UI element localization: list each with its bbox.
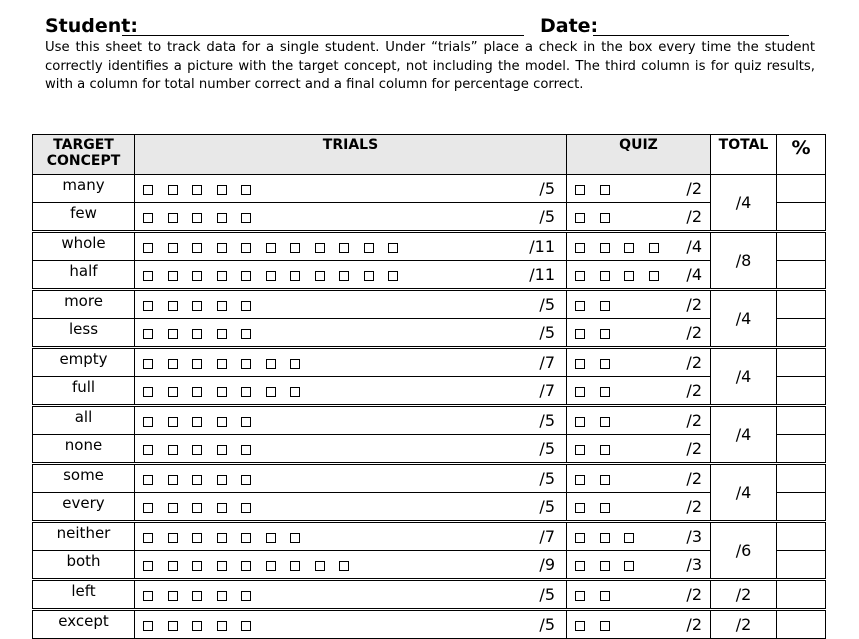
trial-checkbox[interactable] (168, 591, 178, 601)
trials-cell (135, 406, 567, 435)
trial-checkbox[interactable] (143, 387, 153, 397)
trial-checkbox[interactable] (217, 359, 227, 369)
trials-cell (135, 464, 567, 493)
trials-cell (135, 522, 567, 551)
trial-checkbox[interactable] (241, 185, 251, 195)
header-total: TOTAL (711, 135, 777, 175)
trial-checkbox[interactable] (143, 561, 153, 571)
trial-checkbox[interactable] (168, 359, 178, 369)
percent-cell[interactable] (777, 203, 826, 232)
trial-checkbox[interactable] (217, 561, 227, 571)
quiz-checkbox[interactable] (600, 387, 610, 397)
trial-checkbox[interactable] (266, 271, 276, 281)
table-row (33, 261, 826, 290)
quiz-checkbox[interactable] (600, 301, 610, 311)
trial-checkbox[interactable] (143, 185, 153, 195)
trials-cell (135, 261, 567, 290)
trial-checkbox[interactable] (388, 271, 398, 281)
quiz-cell (567, 610, 711, 639)
table-row (33, 610, 826, 639)
trials-denominator: /11 (529, 237, 555, 256)
trials-cell (135, 319, 567, 348)
quiz-cell (567, 203, 711, 232)
quiz-cell (567, 406, 711, 435)
total-cell[interactable]: /4 (711, 348, 777, 406)
table-row (33, 377, 826, 406)
trial-checkbox[interactable] (364, 243, 374, 253)
trials-cell (135, 377, 567, 406)
quiz-checkbox[interactable] (575, 243, 585, 253)
trial-checkbox[interactable] (143, 445, 153, 455)
header-percent: % (777, 135, 826, 175)
table-row (33, 319, 826, 348)
trial-checkbox[interactable] (290, 561, 300, 571)
quiz-checkbox[interactable] (575, 213, 585, 223)
quiz-checkbox[interactable] (575, 475, 585, 485)
table-row (33, 290, 826, 319)
concept-cell: many (33, 175, 135, 203)
trial-checkbox[interactable] (168, 533, 178, 543)
trial-checkbox[interactable] (241, 591, 251, 601)
trials-cell (135, 435, 567, 464)
trials-denominator: /5 (539, 295, 555, 314)
quiz-checkbox[interactable] (600, 359, 610, 369)
quiz-cell (567, 464, 711, 493)
quiz-checkbox[interactable] (575, 301, 585, 311)
trial-checkbox[interactable] (241, 213, 251, 223)
quiz-checkbox[interactable] (575, 271, 585, 281)
total-cell[interactable]: /4 (711, 175, 777, 232)
trial-checkbox[interactable] (217, 445, 227, 455)
quiz-cell (567, 348, 711, 377)
quiz-checkbox[interactable] (600, 475, 610, 485)
trial-checkbox[interactable] (143, 359, 153, 369)
quiz-checkbox[interactable] (600, 445, 610, 455)
quiz-denominator: /2 (686, 179, 702, 198)
percent-cell[interactable] (777, 406, 826, 435)
quiz-checkbox[interactable] (600, 561, 610, 571)
date-label: Date: (540, 15, 599, 37)
trial-checkbox[interactable] (168, 417, 178, 427)
quiz-checkbox[interactable] (649, 271, 659, 281)
quiz-checkbox[interactable] (624, 271, 634, 281)
trial-checkbox[interactable] (217, 591, 227, 601)
trial-checkbox[interactable] (315, 561, 325, 571)
quiz-denominator: /3 (686, 527, 702, 546)
trials-cell (135, 348, 567, 377)
concept-cell: left (33, 580, 135, 610)
trial-checkbox[interactable] (168, 329, 178, 339)
trial-checkbox[interactable] (217, 329, 227, 339)
trial-checkbox[interactable] (241, 329, 251, 339)
quiz-checkbox[interactable] (600, 621, 610, 631)
quiz-denominator: /4 (686, 237, 702, 256)
quiz-cell (567, 435, 711, 464)
trials-cell (135, 610, 567, 639)
total-cell[interactable]: /4 (711, 290, 777, 348)
quiz-checkbox[interactable] (575, 359, 585, 369)
trials-denominator: /11 (529, 265, 555, 284)
quiz-denominator: /3 (686, 555, 702, 574)
quiz-denominator: /2 (686, 439, 702, 458)
trial-checkbox[interactable] (217, 301, 227, 311)
trial-checkbox[interactable] (217, 621, 227, 631)
trial-checkbox[interactable] (192, 475, 202, 485)
trial-checkbox[interactable] (266, 533, 276, 543)
trial-checkbox[interactable] (143, 417, 153, 427)
trials-denominator: /5 (539, 439, 555, 458)
trial-checkbox[interactable] (217, 533, 227, 543)
trials-cell (135, 175, 567, 203)
trial-checkbox[interactable] (241, 445, 251, 455)
quiz-checkbox[interactable] (624, 243, 634, 253)
table-row (33, 551, 826, 580)
percent-cell[interactable] (777, 493, 826, 522)
trial-checkbox[interactable] (217, 503, 227, 513)
total-cell[interactable]: /2 (711, 610, 777, 639)
trial-checkbox[interactable] (217, 213, 227, 223)
table-row (33, 175, 826, 203)
trials-denominator: /7 (539, 527, 555, 546)
quiz-denominator: /2 (686, 323, 702, 342)
trial-checkbox[interactable] (143, 621, 153, 631)
trial-checkbox[interactable] (241, 417, 251, 427)
trial-checkbox[interactable] (315, 243, 325, 253)
quiz-cell (567, 319, 711, 348)
trial-checkbox[interactable] (339, 243, 349, 253)
trial-checkbox[interactable] (192, 387, 202, 397)
concept-cell: full (33, 377, 135, 406)
table-row (33, 464, 826, 493)
trial-checkbox[interactable] (143, 591, 153, 601)
trials-denominator: /5 (539, 179, 555, 198)
header-target-concept: TARGET CONCEPT (33, 135, 135, 175)
trial-checkbox[interactable] (168, 561, 178, 571)
trial-checkbox[interactable] (241, 475, 251, 485)
trial-checkbox[interactable] (217, 417, 227, 427)
trial-checkbox[interactable] (143, 243, 153, 253)
quiz-checkbox[interactable] (600, 417, 610, 427)
trial-checkbox[interactable] (217, 475, 227, 485)
trial-checkbox[interactable] (315, 271, 325, 281)
table-row (33, 435, 826, 464)
trial-checkbox[interactable] (192, 417, 202, 427)
quiz-checkbox[interactable] (600, 271, 610, 281)
trials-cell (135, 232, 567, 261)
trial-checkbox[interactable] (143, 533, 153, 543)
quiz-checkbox[interactable] (600, 243, 610, 253)
student-label: Student: (45, 15, 138, 37)
quiz-checkbox[interactable] (575, 503, 585, 513)
percent-cell[interactable] (777, 580, 826, 610)
trial-checkbox[interactable] (388, 243, 398, 253)
quiz-checkbox[interactable] (575, 185, 585, 195)
quiz-denominator: /2 (686, 585, 702, 604)
trials-denominator: /9 (539, 555, 555, 574)
trial-checkbox[interactable] (192, 271, 202, 281)
trial-checkbox[interactable] (241, 359, 251, 369)
header-quiz: QUIZ (567, 135, 711, 175)
quiz-checkbox[interactable] (575, 329, 585, 339)
quiz-denominator: /2 (686, 207, 702, 226)
quiz-checkbox[interactable] (600, 329, 610, 339)
quiz-checkbox[interactable] (600, 533, 610, 543)
percent-cell[interactable] (777, 175, 826, 203)
trial-checkbox[interactable] (143, 329, 153, 339)
trial-checkbox[interactable] (143, 475, 153, 485)
quiz-denominator: /2 (686, 497, 702, 516)
trial-checkbox[interactable] (241, 301, 251, 311)
quiz-checkbox[interactable] (624, 561, 634, 571)
trial-checkbox[interactable] (290, 533, 300, 543)
percent-cell[interactable] (777, 551, 826, 580)
trial-checkbox[interactable] (266, 387, 276, 397)
total-cell[interactable]: /4 (711, 406, 777, 464)
quiz-checkbox[interactable] (575, 533, 585, 543)
total-cell[interactable]: /2 (711, 580, 777, 610)
concept-cell: none (33, 435, 135, 464)
trial-checkbox[interactable] (143, 213, 153, 223)
trials-denominator: /7 (539, 353, 555, 372)
quiz-checkbox[interactable] (575, 621, 585, 631)
trial-checkbox[interactable] (339, 561, 349, 571)
concept-cell: both (33, 551, 135, 580)
trial-checkbox[interactable] (339, 271, 349, 281)
trial-checkbox[interactable] (266, 561, 276, 571)
quiz-denominator: /2 (686, 411, 702, 430)
trial-checkbox[interactable] (168, 185, 178, 195)
quiz-denominator: /2 (686, 615, 702, 634)
tracking-table (32, 134, 826, 639)
trial-checkbox[interactable] (241, 243, 251, 253)
concept-cell: every (33, 493, 135, 522)
trial-checkbox[interactable] (192, 591, 202, 601)
trial-checkbox[interactable] (192, 533, 202, 543)
trial-checkbox[interactable] (168, 475, 178, 485)
concept-cell: all (33, 406, 135, 435)
trial-checkbox[interactable] (192, 329, 202, 339)
quiz-denominator: /2 (686, 295, 702, 314)
trial-checkbox[interactable] (143, 301, 153, 311)
trial-checkbox[interactable] (192, 503, 202, 513)
trials-denominator: /5 (539, 585, 555, 604)
trial-checkbox[interactable] (290, 359, 300, 369)
quiz-denominator: /2 (686, 381, 702, 400)
quiz-checkbox[interactable] (649, 243, 659, 253)
percent-cell[interactable] (777, 319, 826, 348)
trial-checkbox[interactable] (192, 185, 202, 195)
table-body (33, 175, 826, 639)
trial-checkbox[interactable] (241, 503, 251, 513)
quiz-checkbox[interactable] (575, 561, 585, 571)
quiz-checkbox[interactable] (600, 591, 610, 601)
percent-cell[interactable] (777, 435, 826, 464)
trial-checkbox[interactable] (290, 243, 300, 253)
date-line[interactable] (593, 35, 789, 36)
quiz-cell (567, 493, 711, 522)
trial-checkbox[interactable] (266, 359, 276, 369)
trial-checkbox[interactable] (168, 445, 178, 455)
trial-checkbox[interactable] (168, 621, 178, 631)
trial-checkbox[interactable] (241, 561, 251, 571)
trials-cell (135, 493, 567, 522)
table-row (33, 203, 826, 232)
trial-checkbox[interactable] (217, 243, 227, 253)
quiz-checkbox[interactable] (575, 387, 585, 397)
quiz-cell (567, 290, 711, 319)
percent-cell[interactable] (777, 290, 826, 319)
trials-denominator: /5 (539, 497, 555, 516)
trial-checkbox[interactable] (217, 185, 227, 195)
total-cell[interactable]: /8 (711, 232, 777, 290)
concept-cell: neither (33, 522, 135, 551)
trial-checkbox[interactable] (143, 503, 153, 513)
trial-checkbox[interactable] (143, 271, 153, 281)
quiz-checkbox[interactable] (575, 417, 585, 427)
trials-cell (135, 203, 567, 232)
trials-denominator: /7 (539, 381, 555, 400)
trial-checkbox[interactable] (168, 213, 178, 223)
quiz-cell (567, 377, 711, 406)
header-trials: TRIALS (135, 135, 567, 175)
concept-cell: less (33, 319, 135, 348)
trial-checkbox[interactable] (168, 503, 178, 513)
table-row (33, 493, 826, 522)
percent-cell[interactable] (777, 464, 826, 493)
trial-checkbox[interactable] (192, 243, 202, 253)
concept-cell: some (33, 464, 135, 493)
trial-checkbox[interactable] (364, 271, 374, 281)
trial-checkbox[interactable] (168, 387, 178, 397)
concept-cell: whole (33, 232, 135, 261)
percent-cell[interactable] (777, 610, 826, 639)
quiz-checkbox[interactable] (600, 503, 610, 513)
trials-denominator: /5 (539, 207, 555, 226)
trials-cell (135, 290, 567, 319)
quiz-cell (567, 580, 711, 610)
quiz-cell (567, 551, 711, 580)
trial-checkbox[interactable] (241, 271, 251, 281)
concept-cell: except (33, 610, 135, 639)
total-cell[interactable]: /6 (711, 522, 777, 580)
trial-checkbox[interactable] (192, 213, 202, 223)
trials-denominator: /5 (539, 323, 555, 342)
quiz-cell (567, 232, 711, 261)
trials-denominator: /5 (539, 469, 555, 488)
trial-checkbox[interactable] (217, 271, 227, 281)
trial-checkbox[interactable] (168, 243, 178, 253)
quiz-cell (567, 522, 711, 551)
trial-checkbox[interactable] (290, 271, 300, 281)
quiz-checkbox[interactable] (600, 213, 610, 223)
trial-checkbox[interactable] (290, 387, 300, 397)
trial-checkbox[interactable] (241, 387, 251, 397)
trials-denominator: /5 (539, 411, 555, 430)
trial-checkbox[interactable] (168, 301, 178, 311)
table-row (33, 406, 826, 435)
quiz-denominator: /2 (686, 353, 702, 372)
quiz-checkbox[interactable] (575, 591, 585, 601)
concept-cell: empty (33, 348, 135, 377)
instructions-text: Use this sheet to track data for a single student. Under “trials” place a check in the box every time the student correctly identifies a picture with the target concept, not including the model. The third column is for quiz results, with a column for total number correct and a final column for percentage correct. (45, 40, 815, 92)
trials-cell (135, 551, 567, 580)
trial-checkbox[interactable] (192, 445, 202, 455)
trial-checkbox[interactable] (241, 621, 251, 631)
quiz-checkbox[interactable] (624, 533, 634, 543)
quiz-denominator: /2 (686, 469, 702, 488)
trial-checkbox[interactable] (192, 359, 202, 369)
percent-cell[interactable] (777, 348, 826, 377)
quiz-cell (567, 261, 711, 290)
quiz-checkbox[interactable] (575, 445, 585, 455)
concept-cell: few (33, 203, 135, 232)
trial-checkbox[interactable] (192, 621, 202, 631)
table-row (33, 522, 826, 551)
table-row (33, 348, 826, 377)
table-row (33, 232, 826, 261)
percent-cell[interactable] (777, 232, 826, 261)
table-row (33, 580, 826, 610)
student-name-line[interactable] (122, 35, 524, 36)
trial-checkbox[interactable] (192, 561, 202, 571)
trials-cell (135, 580, 567, 610)
quiz-checkbox[interactable] (600, 185, 610, 195)
quiz-cell (567, 175, 711, 203)
trial-checkbox[interactable] (168, 271, 178, 281)
percent-cell[interactable] (777, 377, 826, 406)
trial-checkbox[interactable] (241, 533, 251, 543)
trials-denominator: /5 (539, 615, 555, 634)
concept-cell: more (33, 290, 135, 319)
percent-cell[interactable] (777, 261, 826, 290)
quiz-denominator: /4 (686, 265, 702, 284)
concept-cell: half (33, 261, 135, 290)
trial-checkbox[interactable] (266, 243, 276, 253)
trial-checkbox[interactable] (217, 387, 227, 397)
percent-cell[interactable] (777, 522, 826, 551)
total-cell[interactable]: /4 (711, 464, 777, 522)
trial-checkbox[interactable] (192, 301, 202, 311)
